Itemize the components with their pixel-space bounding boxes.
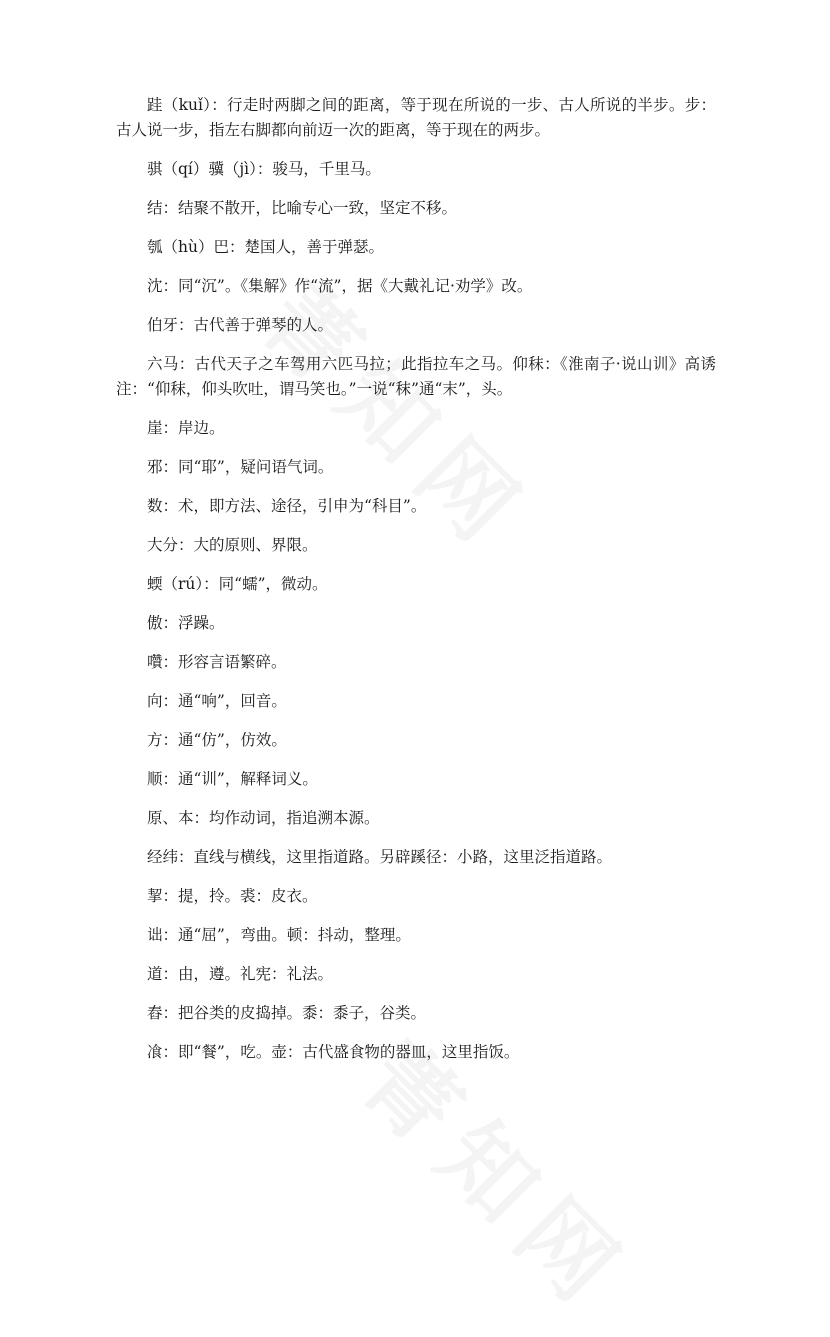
annotation-entry: 飡：即“餐”，吃。壶：古代盛食物的器皿，这里指饭。 bbox=[147, 1043, 520, 1061]
annotation-entry: 大分：大的原则、界限。 bbox=[147, 536, 318, 554]
annotation-entry: 囋：形容言语繁碎。 bbox=[147, 653, 287, 671]
annotation-entry: 沈：同“沉”。《集解》作“流”，据《大戴礼记·劝学》改。 bbox=[147, 277, 533, 295]
annotation-entry: 邪：同“耶”，疑问语气词。 bbox=[147, 458, 334, 476]
document-body bbox=[116, 93, 716, 1065]
annotation-entry: 骐（qí）骥（jì）：骏马，千里马。 bbox=[147, 160, 381, 178]
annotation-entry: 顺：通“训”，解释词义。 bbox=[147, 770, 318, 788]
annotation-entry: 挈：提，拎。裘：皮衣。 bbox=[147, 887, 318, 905]
annotation-entry: 道：由，遵。礼宪：礼法。 bbox=[147, 965, 334, 983]
annotation-entry: 跬（kuǐ）：行走时两脚之间的距离，等于现在所说的一步、古人所说的半步。步：古人说一步，指左右脚都向前迈一次的距离，等于现在的两步。 bbox=[116, 96, 716, 139]
annotation-entry: 经纬：直线与横线，这里指道路。另辟蹊径：小路，这里泛指道路。 bbox=[147, 848, 613, 866]
annotation-entry: 原、本：均作动词，指追溯本源。 bbox=[147, 809, 380, 827]
annotation-entry: 傲：浮躁。 bbox=[147, 614, 225, 632]
annotation-entry: 六马：古代天子之车驾用六匹马拉；此指拉车之马。仰秣：《淮南子·说山训》高诱注：“仰秣，仰头吹吐，谓马笑也。”一说“秣”通“末”，头。 bbox=[116, 355, 716, 398]
annotation-entry: 崖：岸边。 bbox=[147, 419, 225, 437]
annotation-entry: 蝡（rú）：同“蠕”，微动。 bbox=[147, 575, 328, 593]
annotation-entry: 诎：通“屈”，弯曲。顿：抖动，整理。 bbox=[147, 926, 411, 944]
annotation-entry: 向：通“响”，回音。 bbox=[147, 692, 287, 710]
annotation-entry: 舂：把谷类的皮捣掉。黍：黍子，谷类。 bbox=[147, 1004, 427, 1022]
annotation-entry: 结：结聚不散开，比喻专心一致，坚定不移。 bbox=[147, 199, 458, 217]
annotation-entry: 伯牙：古代善于弹琴的人。 bbox=[147, 316, 334, 334]
annotation-entry: 数：术，即方法、途径，引申为“科目”。 bbox=[147, 497, 427, 515]
annotation-entry: 方：通“仿”，仿效。 bbox=[147, 731, 287, 749]
annotation-entry: 瓠（hù）巴：楚国人，善于弹瑟。 bbox=[147, 238, 384, 256]
